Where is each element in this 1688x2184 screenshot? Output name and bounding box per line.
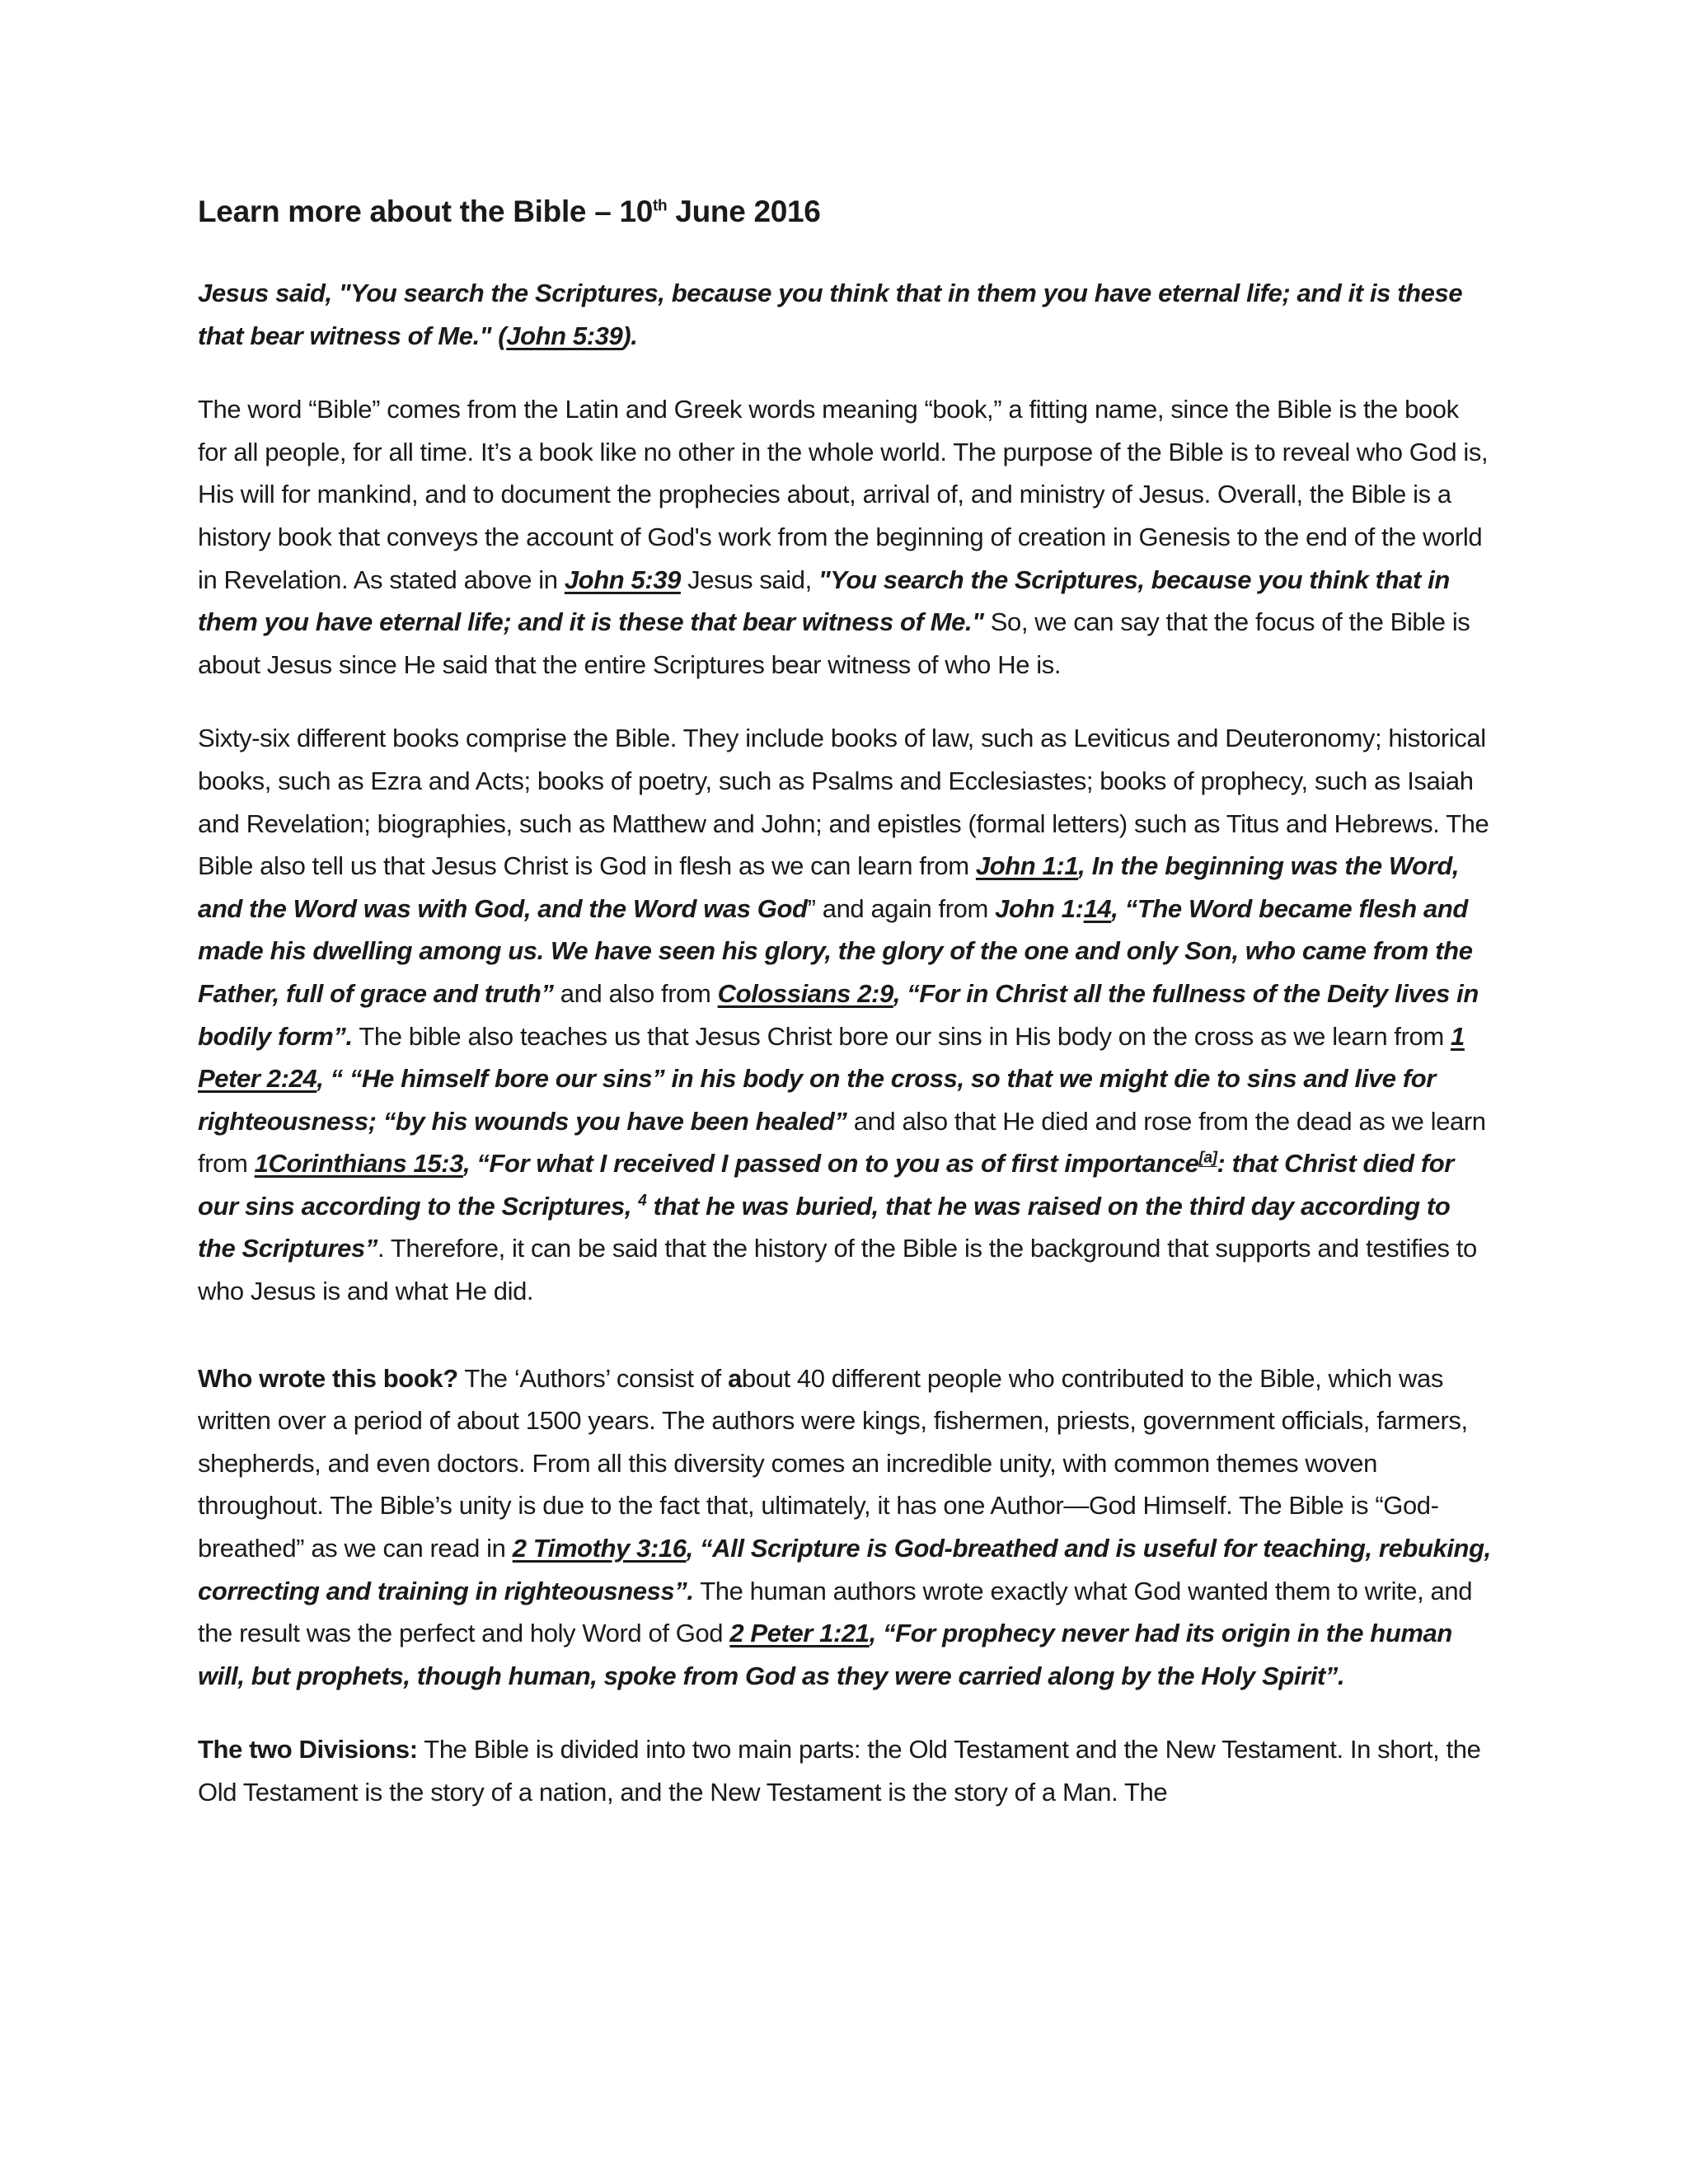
spacer: [198, 1344, 1493, 1357]
document-body: [198, 194, 1493, 1845]
1-corinthians-15-3-link[interactable]: 1Corinthians 15:3: [254, 1149, 463, 1179]
2-peter-1-21-link[interactable]: 2 Peter 1:21: [729, 1619, 870, 1648]
john-1-14-link[interactable]: 14: [1083, 893, 1112, 923]
footnote-a-link[interactable]: [a]: [1198, 1149, 1217, 1167]
page-title: Learn more about the Bible – 10th June 2016: [198, 194, 821, 228]
1-peter-2-24-link[interactable]: 1 Peter 2:24: [198, 1021, 1465, 1094]
paragraph-bible-meaning: The word “Bible” comes from the Latin and Greek words meaning “book,” a fitting name, since the Bible is the book for all people, for all time. It’s a book like no other in the whole world. The purpose of the Bible is to reveal who God is, His will for mankind, and to document the prophecies about, arrival of, and ministry of Jesus. Overall, the Bible is a history book that conveys the account of God's work from the beginning of creation in Genesis to the end of the world in Revelation. As stated above in John 5:39 Jesus said, "You search the Scriptures, because you think that in them you have eternal life; and it is these that bear witness of Me." So, we can say that the focus of the Bible is about Jesus since He said that the entire Scriptures bear witness of who He is.: [198, 395, 1489, 679]
2-timothy-3-16-link[interactable]: 2 Timothy 3:16: [512, 1534, 687, 1563]
john-1-1-link[interactable]: John 1:1: [975, 851, 1079, 881]
paragraph-who-wrote: Who wrote this book? The ‘Authors’ consist of about 40 different people who contributed to the Bible, which was written over a period of about 1500 years. The authors were kings, fishermen, priests, government officials, farmers, shepherds, and even doctors. From all this diversity comes an incredible unity, with common themes woven throughout. The Bible’s unity is due to the fact that, ultimately, it has one Author—God Himself. The Bible is “God-breathed” as we can read in 2 Timothy 3:16, “All Scripture is God-breathed and is useful for teaching, rebuking, correcting and training in righteousness”. The human authors wrote exactly what God wanted them to write, and the result was the perfect and holy Word of God 2 Peter 1:21, “For prophecy never had its origin in the human will, but prophets, though human, spoke from God as they were carried along by the Holy Spirit”.: [198, 1363, 1491, 1690]
paragraph-two-divisions: The two Divisions: The Bible is divided into two main parts: the Old Testament and the New Testament. In short, the Old Testament is the story of a nation, and the New Testament is the story of a Man. The: [198, 1735, 1481, 1807]
section-heading-who-wrote: Who wrote this book?: [198, 1363, 458, 1393]
john-5-39-ref-link[interactable]: John 5:39: [564, 565, 681, 594]
paragraph-sixty-six-books: Sixty-six different books comprise the Bible. They include books of law, such as Leviticus and Deuteronomy; historical books, such as Ezra and Acts; books of poetry, such as Psalms and Ecclesiastes; books of prophecy, such as Isaiah and Revelation; biographies, such as Matthew and John; and epistles (formal letters) such as Titus and Hebrews. The Bible also tell us that Jesus Christ is God in flesh as we can learn from John 1:1, In the beginning was the Word, and the Word was with God, and the Word was God” and again from John 1:14, “The Word became flesh and made his dwelling among us. We have seen his glory, the glory of the one and only Son, who came from the Father, full of grace and truth” and also from Colossians 2:9, “For in Christ all the fullness of the Deity lives in bodily form”. The bible also teaches us that Jesus Christ bore our sins in His body on the cross as we learn from 1 Peter 2:24, “ “He himself bore our sins” in his body on the cross, so that we might die to sins and live for righteousness; “by his wounds you have been healed” and also that He died and rose from the dead as we learn from 1Corinthians 15:3, “For what I received I passed on to you as of first importance[a]: that Christ died for our sins according to the Scriptures, $^4$ that he was buried, that he was raised on the third day according to the Scriptures”. Therefore, it can be said that the history of the Bible is the background that supports and testifies to who Jesus is and what He did.: [198, 724, 1489, 1306]
intro-quote: Jesus said, "You search the Scriptures, because you think that in them you have eternal life; and it is these that bear witness of Me." (John 5:39).: [198, 279, 1463, 350]
section-heading-two-divisions: The two Divisions:: [198, 1735, 418, 1765]
john-5-39-link[interactable]: John 5:39: [506, 321, 623, 350]
verse-number: 4: [638, 1192, 647, 1210]
colossians-2-9-link[interactable]: Colossians 2:9: [717, 978, 893, 1008]
